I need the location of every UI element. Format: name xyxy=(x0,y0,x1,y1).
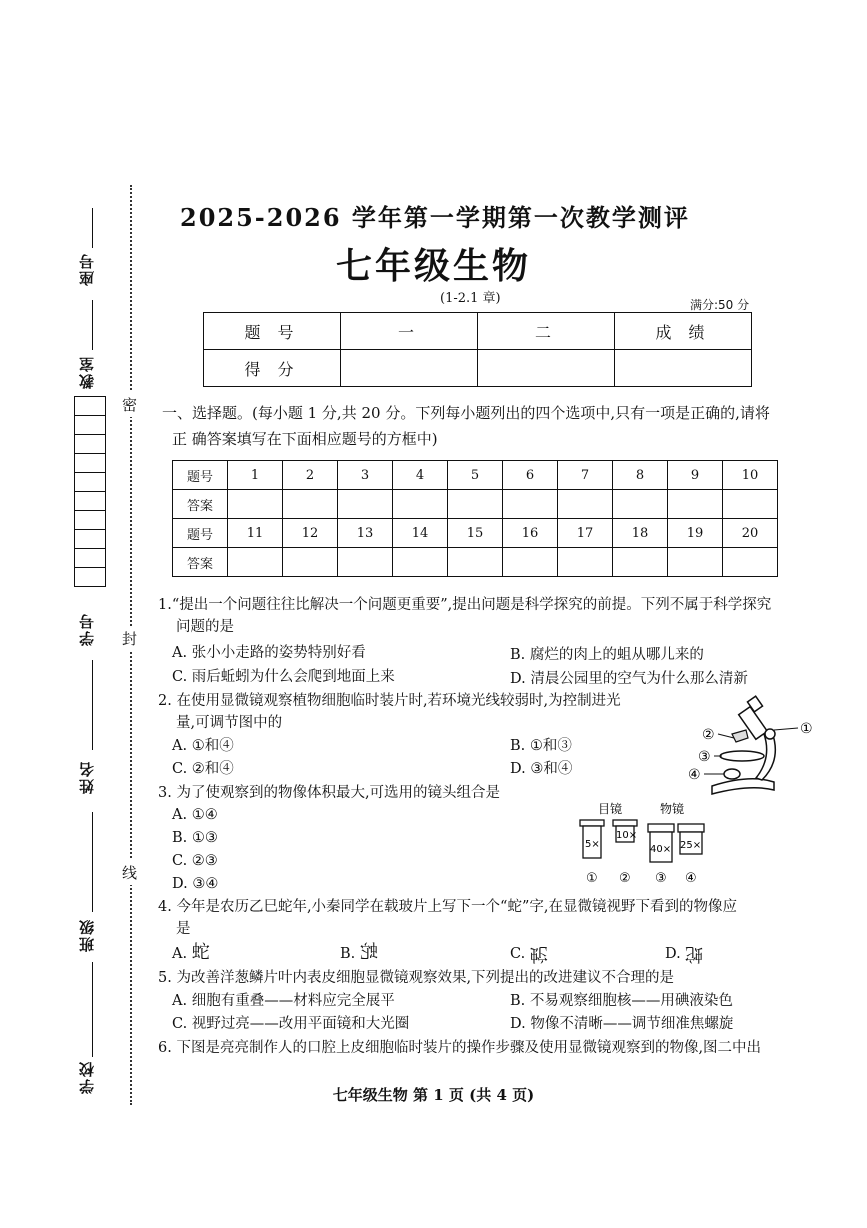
answer-num: 5 xyxy=(448,461,503,490)
score-cell[interactable] xyxy=(615,350,752,387)
answer-num: 1 xyxy=(228,461,283,490)
answer-num: 11 xyxy=(228,519,283,548)
school-label: 学校 xyxy=(78,1060,96,1094)
page-footer: 七年级生物 第 1 页 (共 4 页) xyxy=(332,1086,535,1104)
answer-num: 19 xyxy=(668,519,723,548)
answer-num-label: 题号 xyxy=(173,461,228,490)
answer-cell[interactable] xyxy=(558,490,613,519)
section1-line2: 正 确答案填写在下面相应题号的方框中) xyxy=(172,430,438,448)
subject-title: 七年级生物 xyxy=(335,245,531,287)
q3-option-b: B. ①③ xyxy=(172,830,218,846)
score-row-label: 得 分 xyxy=(204,350,341,387)
lens-mark-4: 25× xyxy=(680,840,702,851)
microscope-label-3: ③ xyxy=(698,749,711,765)
q2-stem-line2: 量,可调节图中的 xyxy=(176,715,283,731)
answer-cell[interactable] xyxy=(283,548,338,577)
answer-label: 答案 xyxy=(173,490,228,519)
microscope-label-4: ④ xyxy=(688,767,701,783)
section1-line1: 一、选择题。(每小题 1 分,共 20 分。下列每小题列出的四个选项中,只有一项是正确的,请将 xyxy=(162,404,770,422)
answer-num: 12 xyxy=(283,519,338,548)
answer-num: 7 xyxy=(558,461,613,490)
eyepiece-label: 目镜 xyxy=(598,802,623,816)
q2-option-c: C. ②和④ xyxy=(172,761,234,777)
q4-option-a-char: 蛇 xyxy=(191,942,210,963)
q2-option-b: B. ①和③ xyxy=(510,738,572,754)
q4-option-c xyxy=(510,942,548,965)
answer-num: 3 xyxy=(338,461,393,490)
answer-cell[interactable] xyxy=(723,548,778,577)
lens-num-2: ② xyxy=(619,871,631,886)
q4-stem-line2: 是 xyxy=(176,921,191,937)
microscope-label-2: ② xyxy=(702,727,715,743)
q4-option-d-char: 蛇 xyxy=(685,943,704,964)
seal-char-mi: 密 xyxy=(122,392,137,417)
lens-mark-3: 40× xyxy=(650,844,672,855)
answer-cell[interactable] xyxy=(668,548,723,577)
q2-option-d: D. ③和④ xyxy=(510,761,573,777)
score-header: 题 号 xyxy=(204,313,341,350)
microscope-diagram xyxy=(690,690,820,800)
q5-option-c: C. 视野过亮——改用平面镜和大光圈 xyxy=(172,1016,410,1032)
name-label: 姓名 xyxy=(78,760,96,794)
q5-option-b: B. 不易观察细胞核——用碘液染色 xyxy=(510,993,733,1009)
classroom-line xyxy=(92,300,93,350)
answer-cell[interactable] xyxy=(338,548,393,577)
q1-option-a: A. 张小小走路的姿势特别好看 xyxy=(172,645,366,661)
answer-cell[interactable] xyxy=(613,548,668,577)
q3-stem: 3. 为了使观察到的物像体积最大,可选用的镜头组合是 xyxy=(158,785,501,801)
class-line xyxy=(92,962,93,1057)
seat-label: 座号 xyxy=(78,252,96,286)
score-header: 一 xyxy=(341,313,478,350)
q3-option-a: A. ①④ xyxy=(172,807,218,823)
q4-option-b xyxy=(340,942,378,965)
answer-num: 2 xyxy=(283,461,338,490)
microscope-label-1: ① xyxy=(800,721,813,737)
objective-label: 物镜 xyxy=(660,802,685,816)
q1-stem-line2: 问题的是 xyxy=(176,619,234,635)
student-id-label: 学号 xyxy=(78,612,96,646)
answer-cell[interactable] xyxy=(448,490,503,519)
answer-cell[interactable] xyxy=(723,490,778,519)
name-line xyxy=(92,812,93,912)
classroom-label: 教室 xyxy=(78,355,96,389)
answer-num-label: 题号 xyxy=(173,519,228,548)
seal-char-xian: 线 xyxy=(122,860,137,885)
answer-num: 16 xyxy=(503,519,558,548)
q3-option-c: C. ②③ xyxy=(172,853,218,869)
answer-cell[interactable] xyxy=(503,548,558,577)
score-cell[interactable] xyxy=(478,350,615,387)
q4-option-b-char: 蛇 xyxy=(359,942,378,963)
q5-option-a: A. 细胞有重叠——材料应完全展平 xyxy=(172,993,395,1009)
exam-title: 2025-2026 学年第一学期第一次教学测评 xyxy=(180,203,690,232)
answer-num: 9 xyxy=(668,461,723,490)
lens-mark-2: 10× xyxy=(616,830,638,841)
q4-option-d-label: D. xyxy=(665,946,681,962)
full-mark: 满分:50 分 xyxy=(690,298,750,312)
lens-num-4: ④ xyxy=(685,871,697,886)
q4-stem-line1: 4. 今年是农历乙巳蛇年,小秦同学在载玻片上写下一个“蛇”字,在显微镜视野下看到的物像应 xyxy=(158,899,737,915)
answer-cell[interactable] xyxy=(613,490,668,519)
answer-num: 17 xyxy=(558,519,613,548)
q6-stem: 6. 下图是亮亮制作人的口腔上皮细胞临时装片的操作步骤及使用显微镜观察到的物像,图二中出 xyxy=(158,1040,762,1056)
q2-stem-line1: 2. 在使用显微镜观察植物细胞临时装片时,若环境光线较弱时,为控制进光 xyxy=(158,693,621,709)
q1-stem-line1: 1.“提出一个问题往往比解决一个问题更重要”,提出问题是科学探究的前提。下列不属于科学探究 xyxy=(158,597,772,613)
lens-mark-1: 5× xyxy=(585,839,600,850)
q4-option-c-label: C. xyxy=(510,946,526,962)
lens-num-1: ① xyxy=(586,871,598,886)
answer-label: 答案 xyxy=(173,548,228,577)
q4-option-a xyxy=(172,942,210,965)
score-cell[interactable] xyxy=(341,350,478,387)
q2-option-a: A. ①和④ xyxy=(172,738,234,754)
q1-option-c: C. 雨后蚯蚓为什么会爬到地面上来 xyxy=(172,669,395,685)
answer-num: 10 xyxy=(723,461,778,490)
student-id-grid xyxy=(74,396,106,587)
q5-stem: 5. 为改善洋葱鳞片叶内表皮细胞显微镜观察效果,下列提出的改进建议不合理的是 xyxy=(158,970,675,986)
answer-cell[interactable] xyxy=(338,490,393,519)
answer-cell[interactable] xyxy=(503,490,558,519)
answer-cell[interactable] xyxy=(393,548,448,577)
score-header: 二 xyxy=(478,313,615,350)
chapter-range: (1-2.1 章) xyxy=(440,291,501,306)
q3-option-d: D. ③④ xyxy=(172,876,219,892)
q4-option-a-label: A. xyxy=(172,946,188,962)
answer-cell[interactable] xyxy=(558,548,613,577)
answer-cell[interactable] xyxy=(228,548,283,577)
answer-num: 14 xyxy=(393,519,448,548)
q5-option-d: D. 物像不清晰——调节细准焦螺旋 xyxy=(510,1016,734,1032)
q4-option-c-char: 蛇 xyxy=(529,943,548,964)
answer-num: 4 xyxy=(393,461,448,490)
seal-char-feng: 封 xyxy=(122,626,137,651)
score-header: 成 绩 xyxy=(615,313,752,350)
answer-num: 6 xyxy=(503,461,558,490)
q4-option-d xyxy=(665,942,703,965)
q1-option-b: B. 腐烂的肉上的蛆从哪儿来的 xyxy=(510,647,704,663)
class-label: 班级 xyxy=(78,918,96,952)
answer-num: 20 xyxy=(723,519,778,548)
answer-table xyxy=(172,460,778,577)
q1-option-d: D. 清晨公园里的空气为什么那么清新 xyxy=(510,671,748,687)
answer-cell[interactable] xyxy=(283,490,338,519)
answer-num: 13 xyxy=(338,519,393,548)
answer-cell[interactable] xyxy=(228,490,283,519)
lens-num-3: ③ xyxy=(655,871,667,886)
answer-num: 18 xyxy=(613,519,668,548)
q4-option-b-label: B. xyxy=(340,946,356,962)
section1-instructions xyxy=(162,400,822,452)
answer-cell[interactable] xyxy=(393,490,448,519)
lens-diagram xyxy=(570,800,720,890)
answer-num: 15 xyxy=(448,519,503,548)
answer-cell[interactable] xyxy=(448,548,503,577)
student-id-line xyxy=(92,660,93,750)
answer-num: 8 xyxy=(613,461,668,490)
score-table xyxy=(203,312,752,387)
answer-cell[interactable] xyxy=(668,490,723,519)
